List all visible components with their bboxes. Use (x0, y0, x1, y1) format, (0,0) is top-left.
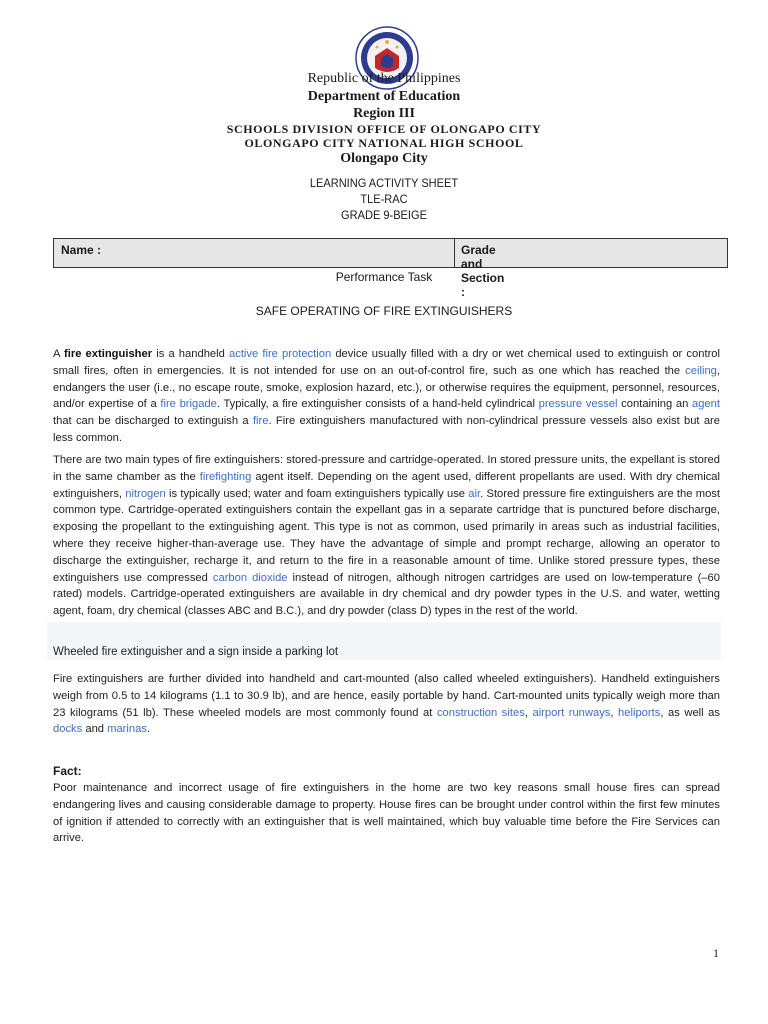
link-pressure-vessel[interactable]: pressure vessel (538, 398, 618, 411)
header-region: Region III (353, 106, 415, 121)
link-active-fire-protection[interactable]: active fire protection (229, 348, 332, 360)
header-republic: Republic of the Philippines (307, 71, 461, 86)
link-firefighting[interactable]: firefighting (199, 470, 252, 483)
link-nitrogen[interactable]: nitrogen (125, 487, 166, 500)
link-heliports[interactable]: heliports (618, 706, 661, 719)
paragraph-definition: A fire extinguisher is a handheld active fire protection device usually filled with a dry or wet chemical used to extinguish or control small fires, often in emergencies. It is not intended for use on an out-of-control fire, such as one which has reached the ceiling, endangers the user (i.e., no escape route, smoke, explosion hazard, etc.), or otherwise requires the equipment, personnel, resources, and/or expertise of a fire brigade. Typically, a fire extinguisher consists of a hand-held cylindrical pressure vessel containing an agent that can be discharged to extinguish a fire. Fire extinguishers manufactured with non-cylindrical pressure vessels also exist but are less common. (53, 348, 721, 444)
name-cell[interactable] (54, 239, 455, 267)
page-number: 1 (713, 946, 719, 960)
header-city: Olongapo City (340, 151, 428, 166)
fact-paragraph: Poor maintenance and incorrect usage of fire extinguishers in the home are two key reasons small house fires can spread endangering lives and causing considerable damage to property. House fires can be brought under control within the first few minutes of ignition if attended to correctly with an extinguisher that is well maintained, which buy valuable time before the Fire Services can arrive. (53, 782, 720, 845)
link-ceiling[interactable]: ceiling (685, 364, 717, 377)
link-docks[interactable]: docks (53, 723, 83, 736)
link-fire-brigade[interactable]: fire brigade (160, 398, 217, 411)
header-school: OLONGAPO CITY NATIONAL HIGH SCHOOL (244, 136, 524, 150)
term-fire-extinguisher: fire extinguisher (64, 348, 153, 360)
paragraph-types: There are two main types of fire extinguishers: stored-pressure and cartridge-operated. In stored pressure units, the expellant is stored in the same chamber as the firefighting agent itself. Depending on the agent used, different propellants are used. With dry chemical extinguishers, nitrogen is typically used; water and foam extinguishers typically use air. Stored pressure fire extinguishers are the most common type. Cartridge-operated extinguishers contain the expellant gas in a separate cartridge that is punctured before discharge, exposing the propellant to the extinguishing agent. This type is not as common, used primarily in areas such as industrial facilities, where they receive higher-than-average use. They have the advantage of simple and prompt recharge, allowing an operator to discharge the extinguisher, recharge it, and return to the fire in a reasonable amount of time. Unlike stored pressure types, these extinguishers use compressed carbon dioxide instead of nitrogen, although nitrogen cartridges are used on low-temperature (–60 rated) models. Cartridge-operated extinguishers are available in dry chemical and dry powder types in the U.S. and water, wetting agent, foam, dry chemical (classes ABC and B.C.), and dry powder (class D) types in the rest of the world. (53, 454, 720, 618)
link-marinas[interactable]: marinas (107, 723, 147, 736)
paragraph-sizes: Fire extinguishers are further divided into handheld and cart-mounted (also called wheeled extinguishers). Handheld extinguishers weigh from 0.5 to 14 kilograms (1.1 to 30.9 lb), and are hence, easily portable by hand. Cart-mounted units typically weigh more than 23 kilograms (51 lb). These wheeled models are most commonly found at construction sites, airport runways, heliports, as well as docks and marinas. (53, 673, 720, 736)
header-division: SCHOOLS DIVISION OFFICE OF OLONGAPO CITY (226, 122, 542, 136)
sheet-subject: TLE-RAC (360, 192, 408, 206)
performance-task-label: Performance Task (335, 270, 433, 284)
fact-heading: Fact: (53, 764, 82, 778)
image-caption-band (47, 622, 721, 660)
link-fire[interactable]: fire (252, 415, 269, 428)
grade-section-label: Grade and Section : (461, 243, 505, 299)
link-air[interactable]: air (468, 487, 481, 500)
link-airport-runways[interactable]: airport runways (532, 706, 611, 719)
sheet-title: LEARNING ACTIVITY SHEET (309, 176, 459, 190)
name-label: Name : (61, 243, 102, 257)
link-agent[interactable]: agent (691, 398, 720, 411)
link-construction-sites[interactable]: construction sites (436, 706, 525, 719)
link-carbon-dioxide[interactable]: carbon dioxide (212, 571, 288, 584)
header-department: Department of Education (307, 89, 461, 104)
image-caption: Wheeled fire extinguisher and a sign inside a parking lot (53, 646, 339, 658)
sheet-grade: GRADE 9-BEIGE (341, 208, 427, 222)
task-heading: SAFE OPERATING OF FIRE EXTINGUISHERS (255, 304, 513, 318)
